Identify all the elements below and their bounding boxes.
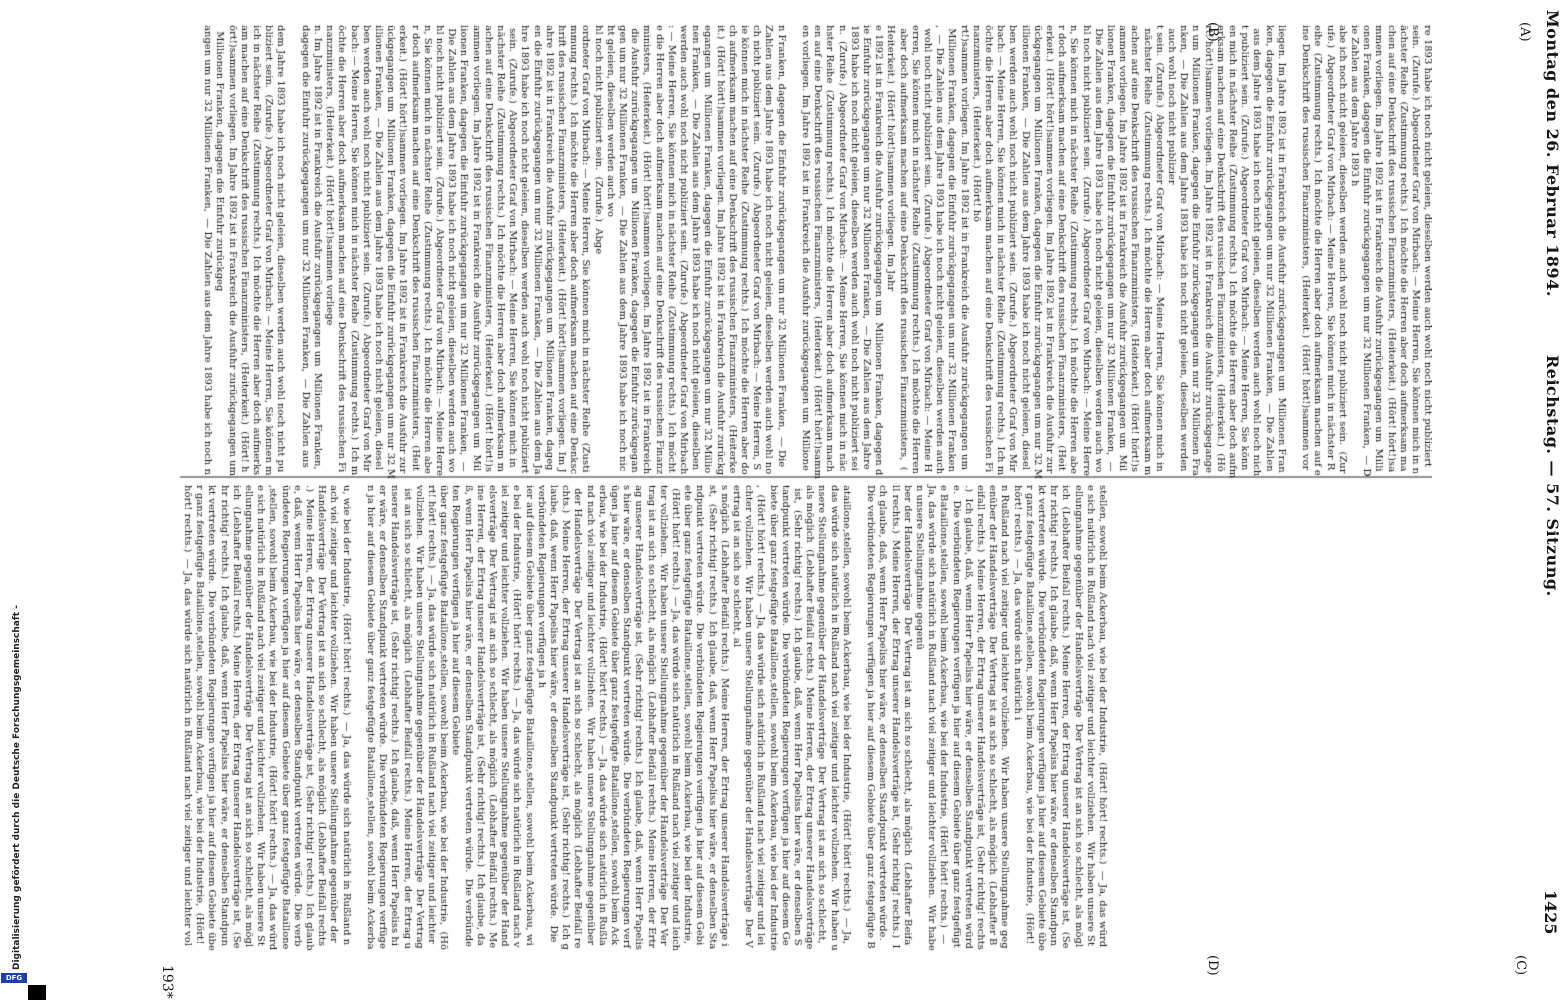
digitization-credit: Digitalisierung gefördert durch die Deutsche Forschungsgemeinschaft - bbox=[12, 605, 22, 970]
margin-letter-d: (D) bbox=[1205, 955, 1220, 976]
margin-letter-c: (C) bbox=[1513, 955, 1528, 976]
margin-letter-a: (A) bbox=[1517, 22, 1532, 42]
scan-edge-mark bbox=[28, 985, 46, 1000]
page-number: 1425 bbox=[1541, 890, 1560, 935]
dfg-logo: DFG bbox=[1, 973, 27, 983]
margin-letter-b: (B) bbox=[1205, 22, 1220, 42]
running-header-date: Montag den 26. Februar 1894. bbox=[1543, 10, 1562, 297]
footer-sheet-number: 193* bbox=[159, 965, 175, 999]
running-header-session: Reichstag. — 57. Sitzung. bbox=[1543, 355, 1562, 597]
